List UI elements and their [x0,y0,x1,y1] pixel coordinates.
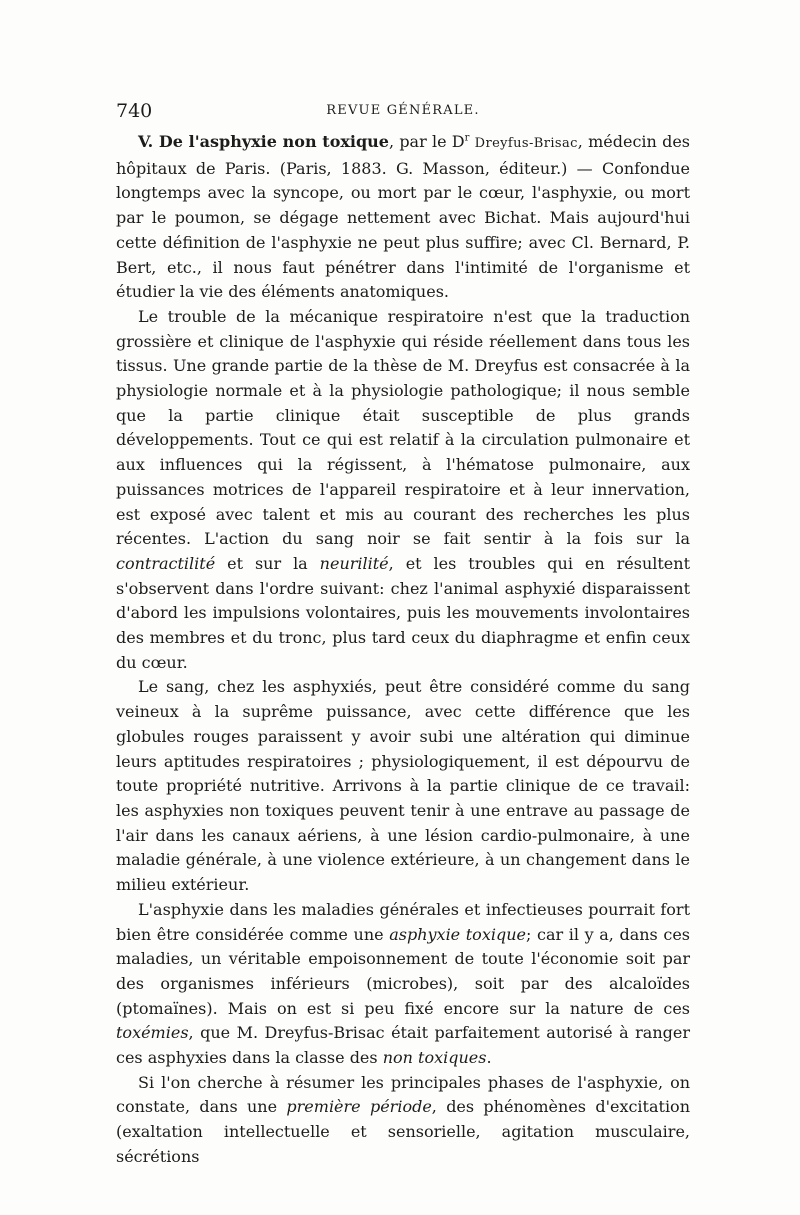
paragraph-3: Le sang, chez les asphyxiés, peut être considéré comme du sang veineux à la suprême puissance, avec cette différence que les globules rouges paraissent y avoir subi une altération qui diminue leurs aptitudes respiratoires ; physiologiquement, il est dépourvu de toute propriété nutritive. Arrivons à la partie clinique de ce travail: les asphyxies non toxiques peuvent tenir à une entrave au passage de l'air dans les canaux aériens, à une lésion cardio-pulmonaire, à une maladie générale, à une violence extérieure, à un changement dans le milieu extérieur. [116,677,690,895]
paragraph-4-text-b: ; car il y a, dans ces maladies, un véritable empoisonnement de toute l'économie soit par des organismes inférieurs (microbes), soit par des alcaloïdes (ptomaïnes). Mais on est si peu fixé encore sur la nature de ces [116,924,691,1018]
paragraph-2-text-a: Le trouble de la mécanique respiratoire n'est que la traduction grossière et clinique de l'asphyxie qui réside réellement dans tous les tissus. Une grande partie de la thèse de M. Dreyfus est consacrée à la physiologie normale et à la physiologie pathologique; il nous semble que la partie clinique était susceptible de plus grands développements. Tout ce qui est relatif à la circulation pulmonaire et aux influences qui la régissent, à l'hématose pulmonaire, aux puissances motrices de l'appareil respiratoire et à leur innervation, est exposé avec talent et mis au courant des recherches les plus récentes. L'action du sang noir se fait sentir à la fois sur la [116,306,690,549]
paragraph-4-text-a: L'asphyxie dans les maladies générales et infectieuses pourrait fort bien être considérée comme une [116,899,690,944]
paragraph-5-text-b: , des phénomènes d'excitation (exaltation intellectuelle et sensorielle, agitation musculaire, sécrétions [116,1097,690,1166]
page-header [116,96,690,126]
article-body [116,130,690,1170]
paragraph-2-text-b: et sur la [215,553,320,573]
paragraph-4-text-c: , que M. Dreyfus-Brisac était parfaitement autorisé à ranger ces asphyxies dans la classe des [116,1023,690,1068]
paragraph-4-text-d: . [486,1048,492,1068]
paragraph-2-emphasis-1: contractilité [116,553,216,573]
doctor-superscript: r [464,132,470,144]
paragraph-5-text-a: Si l'on cherche à résumer les principales phases de l'asphyxie, on constate, dans une [116,1072,690,1117]
paragraph-5-emphasis-1: première période [286,1097,432,1117]
paragraph-4-emphasis-3: non toxiques [382,1048,487,1068]
paragraph-review-intro [116,130,690,305]
paragraph-5 [116,1071,690,1170]
review-citation: , médecin des hôpitaux de Paris. (Paris, 1883. G. Masson, éditeur.) — Confondue longtemps avec la syncope, ou mort par le cœur, l'asphyxie, ou mort par le poumon, se dégage nettement avec Bichat. Mais aujourd'hui cette définition de l'asphyxie ne peut plus suffire; avec Cl. Bernard, P. Bert, etc., il nous faut pénétrer dans l'intimité de l'organisme et étudier la vie des éléments anatomiques. [116,132,691,302]
review-by: , par le D [389,132,465,151]
running-title: REVUE GÉNÉRALE. [326,103,480,118]
review-title: V. De l'asphyxie non toxique [138,132,389,151]
paragraph-4-emphasis-1: asphyxie toxique [389,924,526,944]
author-name: Dreyfus-Brisac [474,136,578,151]
paragraph-4 [116,898,690,1071]
paragraph-4-emphasis-2: toxémies [116,1023,189,1043]
paragraph-2-text-c: , et les troubles qui en résultent s'observent dans l'ordre suivant: chez l'animal asphyxié disparaissent d'abord les impulsions volontaires, puis les mouvements involontaires des membres et du tronc, plus tard ceux du diaphragme et enfin ceux du cœur. [116,553,691,672]
page-number: 740 [116,100,153,122]
paragraph-2-emphasis-2: neurilité [319,553,389,573]
paragraph-2 [116,305,690,676]
